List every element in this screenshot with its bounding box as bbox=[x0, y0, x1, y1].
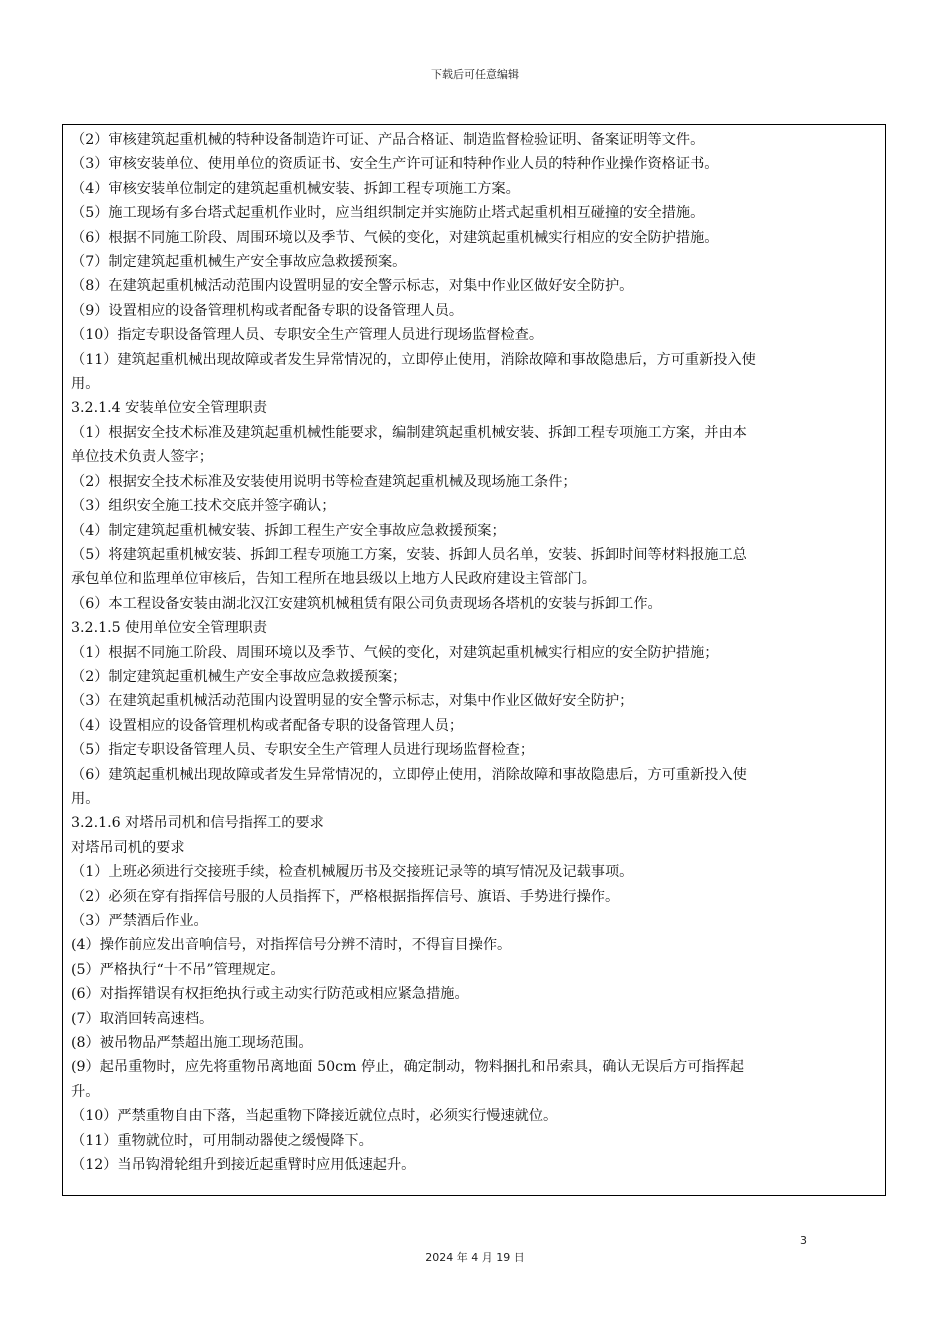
text-line: （11）重物就位时，可用制动器使之缓慢降下。 bbox=[71, 1132, 373, 1149]
page-header: 下载后可任意编辑 bbox=[431, 68, 519, 81]
text-line: （8）在建筑起重机械活动范围内设置明显的安全警示标志，对集中作业区做好安全防护。 bbox=[71, 278, 634, 295]
text-line: 升。 bbox=[71, 1083, 100, 1100]
text-line: （4）设置相应的设备管理机构或者配备专职的设备管理人员； bbox=[71, 717, 464, 734]
text-line: 承包单位和监理单位审核后，告知工程所在地县级以上地方人民政府建设主管部门。 bbox=[71, 571, 596, 588]
text-line: （5）施工现场有多台塔式起重机作业时，应当组织制定并实施防止塔式起重机相互碰撞的安全措施。 bbox=[71, 205, 705, 222]
text-line: （5）指定专职设备管理人员、专职安全生产管理人员进行现场监督检查； bbox=[71, 742, 535, 759]
content-box bbox=[62, 124, 886, 1196]
text-line: （10）指定专职设备管理人员、专职安全生产管理人员进行现场监督检查。 bbox=[71, 327, 544, 344]
text-line: （4）审核安装单位制定的建筑起重机械安装、拆卸工程专项施工方案。 bbox=[71, 180, 520, 197]
text-line: （2）必须在穿有指挥信号服的人员指挥下，严格根据指挥信号、旗语、手势进行操作。 bbox=[71, 888, 620, 905]
text-line: （9）设置相应的设备管理机构或者配备专职的设备管理人员。 bbox=[71, 302, 464, 319]
text-line: (6）对指挥错误有权拒绝执行或主动实行防范或相应紧急措施。 bbox=[71, 986, 469, 1003]
text-line: 用。 bbox=[71, 790, 100, 807]
text-line: (8）被吊物品严禁超出施工现场范围。 bbox=[71, 1035, 313, 1052]
text-line: （6）本工程设备安装由湖北汉江安建筑机械租赁有限公司负责现场各塔机的安装与拆卸工作。 bbox=[71, 595, 662, 612]
text-line: （6）根据不同施工阶段、周围环境以及季节、气候的变化，对建筑起重机械实行相应的安全防护措施。 bbox=[71, 229, 719, 246]
text-line: （3）在建筑起重机械活动范围内设置明显的安全警示标志，对集中作业区做好安全防护； bbox=[71, 693, 634, 710]
text-line: （3）组织安全施工技术交底并签字确认； bbox=[71, 498, 336, 515]
text-line: （12）当吊钩滑轮组升到接近起重臂时应用低速起升。 bbox=[71, 1157, 416, 1174]
text-line: （3）审核安装单位、使用单位的资质证书、安全生产许可证和特种作业人员的特种作业操作资格证书。 bbox=[71, 156, 719, 173]
text-line: （1）根据安全技术标准及建筑起重机械性能要求，编制建筑起重机械安装、拆卸工程专项施工方案，并由本 bbox=[71, 424, 747, 441]
footer-date: 2024 年 4 月 19 日 bbox=[425, 1251, 525, 1264]
text-line: 单位技术负责人签字； bbox=[71, 449, 213, 466]
text-line: 3.2.1.5 使用单位安全管理职责 bbox=[71, 620, 268, 637]
text-line: （1）根据不同施工阶段、周围环境以及季节、气候的变化，对建筑起重机械实行相应的安全防护措施； bbox=[71, 644, 719, 661]
text-line: （2）根据安全技术标准及安装使用说明书等检查建筑起重机械及现场施工条件； bbox=[71, 473, 577, 490]
text-line: （4）制定建筑起重机械安装、拆卸工程生产安全事故应急救援预案； bbox=[71, 522, 506, 539]
text-line: （10）严禁重物自由下落，当起重物下降接近就位点时，必须实行慢速就位。 bbox=[71, 1108, 558, 1125]
text-line: （11）建筑起重机械出现故障或者发生异常情况的，立即停止使用，消除故障和事故隐患后，方可重新投入使 bbox=[71, 351, 756, 368]
text-line: (7）取消回转高速档。 bbox=[71, 1010, 214, 1027]
text-line: (9）起吊重物时，应先将重物吊离地面 50cm 停止，确定制动，物料捆扎和吊索具，确认无误后方可指挥起 bbox=[71, 1059, 745, 1076]
text-line: 用。 bbox=[71, 376, 100, 393]
text-line: (5）严格执行“十不吊”管理规定。 bbox=[71, 961, 285, 978]
text-line: (4）操作前应发出音响信号，对指挥信号分辨不清时，不得盲目操作。 bbox=[71, 937, 512, 954]
text-line: 3.2.1.6 对塔吊司机和信号指挥工的要求 bbox=[71, 815, 324, 832]
text-line: （3）严禁酒后作业。 bbox=[71, 913, 208, 929]
text-line: （2）制定建筑起重机械生产安全事故应急救援预案； bbox=[71, 668, 407, 685]
text-line: 对塔吊司机的要求 bbox=[71, 839, 185, 856]
text-line: （2）审核建筑起重机械的特种设备制造许可证、产品合格证、制造监督检验证明、备案证明等文件。 bbox=[71, 132, 705, 148]
text-line: （1）上班必须进行交接班手续，检查机械履历书及交接班记录等的填写情况及记载事项。 bbox=[71, 864, 634, 881]
text-line: 3.2.1.4 安装单位安全管理职责 bbox=[71, 400, 268, 417]
text-line: （7）制定建筑起重机械生产安全事故应急救援预案。 bbox=[71, 254, 407, 271]
text-line: （5）将建筑起重机械安装、拆卸工程专项施工方案，安装、拆卸人员名单，安装、拆卸时间等材料报施工总 bbox=[71, 546, 747, 563]
page-number: 3 bbox=[800, 1234, 807, 1247]
text-line: （6）建筑起重机械出现故障或者发生异常情况的，立即停止使用，消除故障和事故隐患后，方可重新投入使 bbox=[71, 766, 747, 783]
